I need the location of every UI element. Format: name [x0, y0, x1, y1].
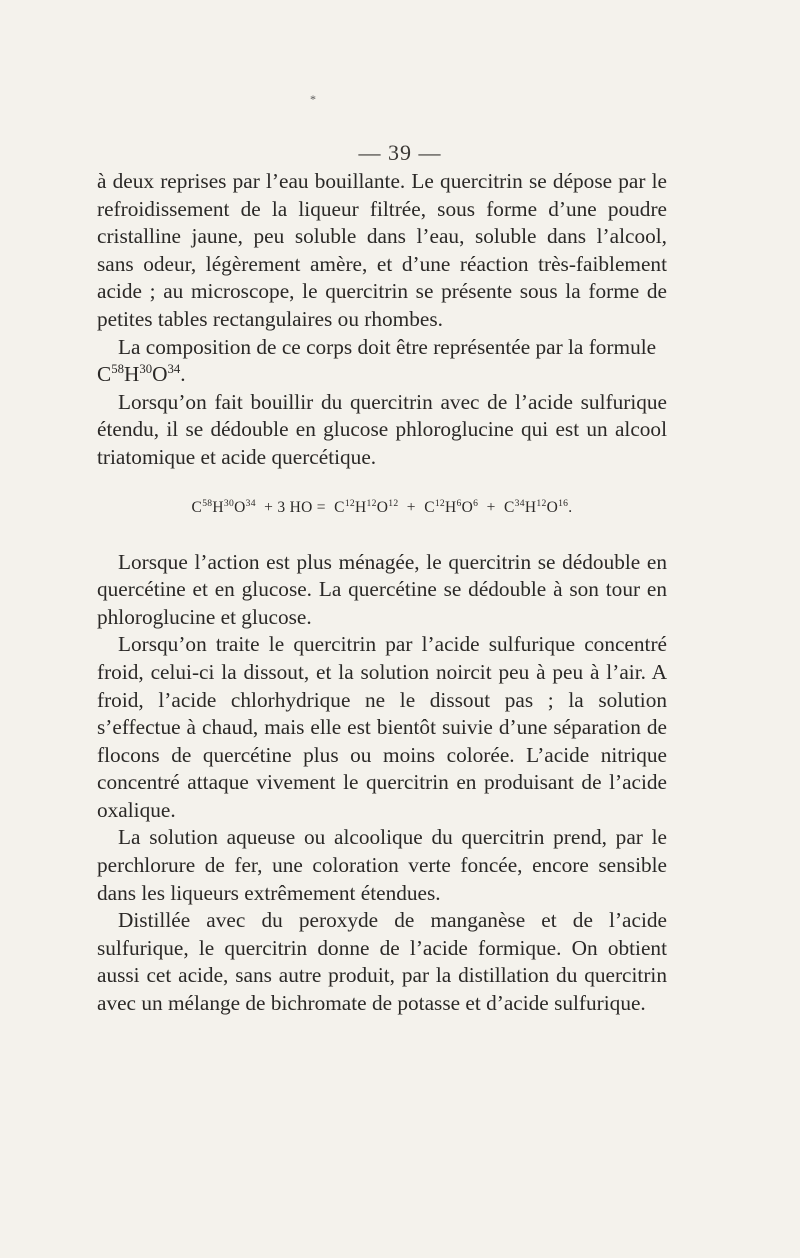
paragraph-3: Lorsqu’on fait bouillir du quercitrin avec de l’acide sulfurique étendu, il se dédouble en glucose phloroglucine qui est un alcool triatomique et acide quercétique.	[97, 389, 667, 469]
page-mark: *	[310, 92, 316, 106]
formula-quercitrin: $C^{58}H^{30}O^{34}$.	[97, 362, 186, 387]
paragraph-4: Lorsque l’action est plus ménagée, le quercitrin se dédouble en quercétine et en glucose. La quercétine se dédouble à son tour en phloroglucine et glucose.	[97, 549, 667, 629]
paragraph-2-text: La composition de ce corps doit être représentée par la formule	[118, 334, 657, 359]
paragraph-6: La solution aqueuse ou alcoolique du quercitrin prend, par le perchlorure de fer, une coloration verte foncée, encore sensible dans les liqueurs extrêmement étendues.	[97, 825, 667, 905]
page-number: — 39 —	[358, 140, 442, 165]
paragraph-5: Lorsqu’on traite le quercitrin par l’acide sulfurique concentré froid, celui-ci la dissout, et la solution noircit peu à peu à l’air. A froid, l’acide chlorhydrique ne le dissout pas ; la solution s’effectue à chaud, mais elle est bientôt suivie d’une séparation de flocons de quercétine plus ou moins colorée. L’acide nitrique concentré attaque vivement le quercitrin en produisant de l’acide oxalique.	[97, 632, 667, 822]
paragraph-1: à deux reprises par l’eau bouillante. Le quercitrin se dépose par le refroidissement de la liqueur filtrée, sous forme d’une poudre cristalline jaune, peu soluble dans l’eau, soluble dans l’alcool, sans odeur, légèrement amère, et d’une réaction très-faiblement acide ; au microscope, le quercitrin se présente sous la forme de petites tables rectangulaires ou rhombes.	[97, 169, 667, 331]
paragraph-2	[97, 334, 667, 389]
paragraph-7: Distillée avec du peroxyde de manganèse et de l’acide sulfurique, le quercitrin donne de l’acide formique. On obtient aussi cet acide, sans autre produit, par la distillation du quercitrin avec un mélange de bichromate de potasse et d’acide sulfurique.	[97, 908, 667, 1016]
chemical-equation: $C^{58}H^{30}O^{34} + 3$ HO = $C^{12}H^{12}O^{12} + C^{12}H^6O^6 + C^{34}H^{12}O^{16}$.	[191, 497, 573, 516]
body-text	[97, 168, 667, 1018]
